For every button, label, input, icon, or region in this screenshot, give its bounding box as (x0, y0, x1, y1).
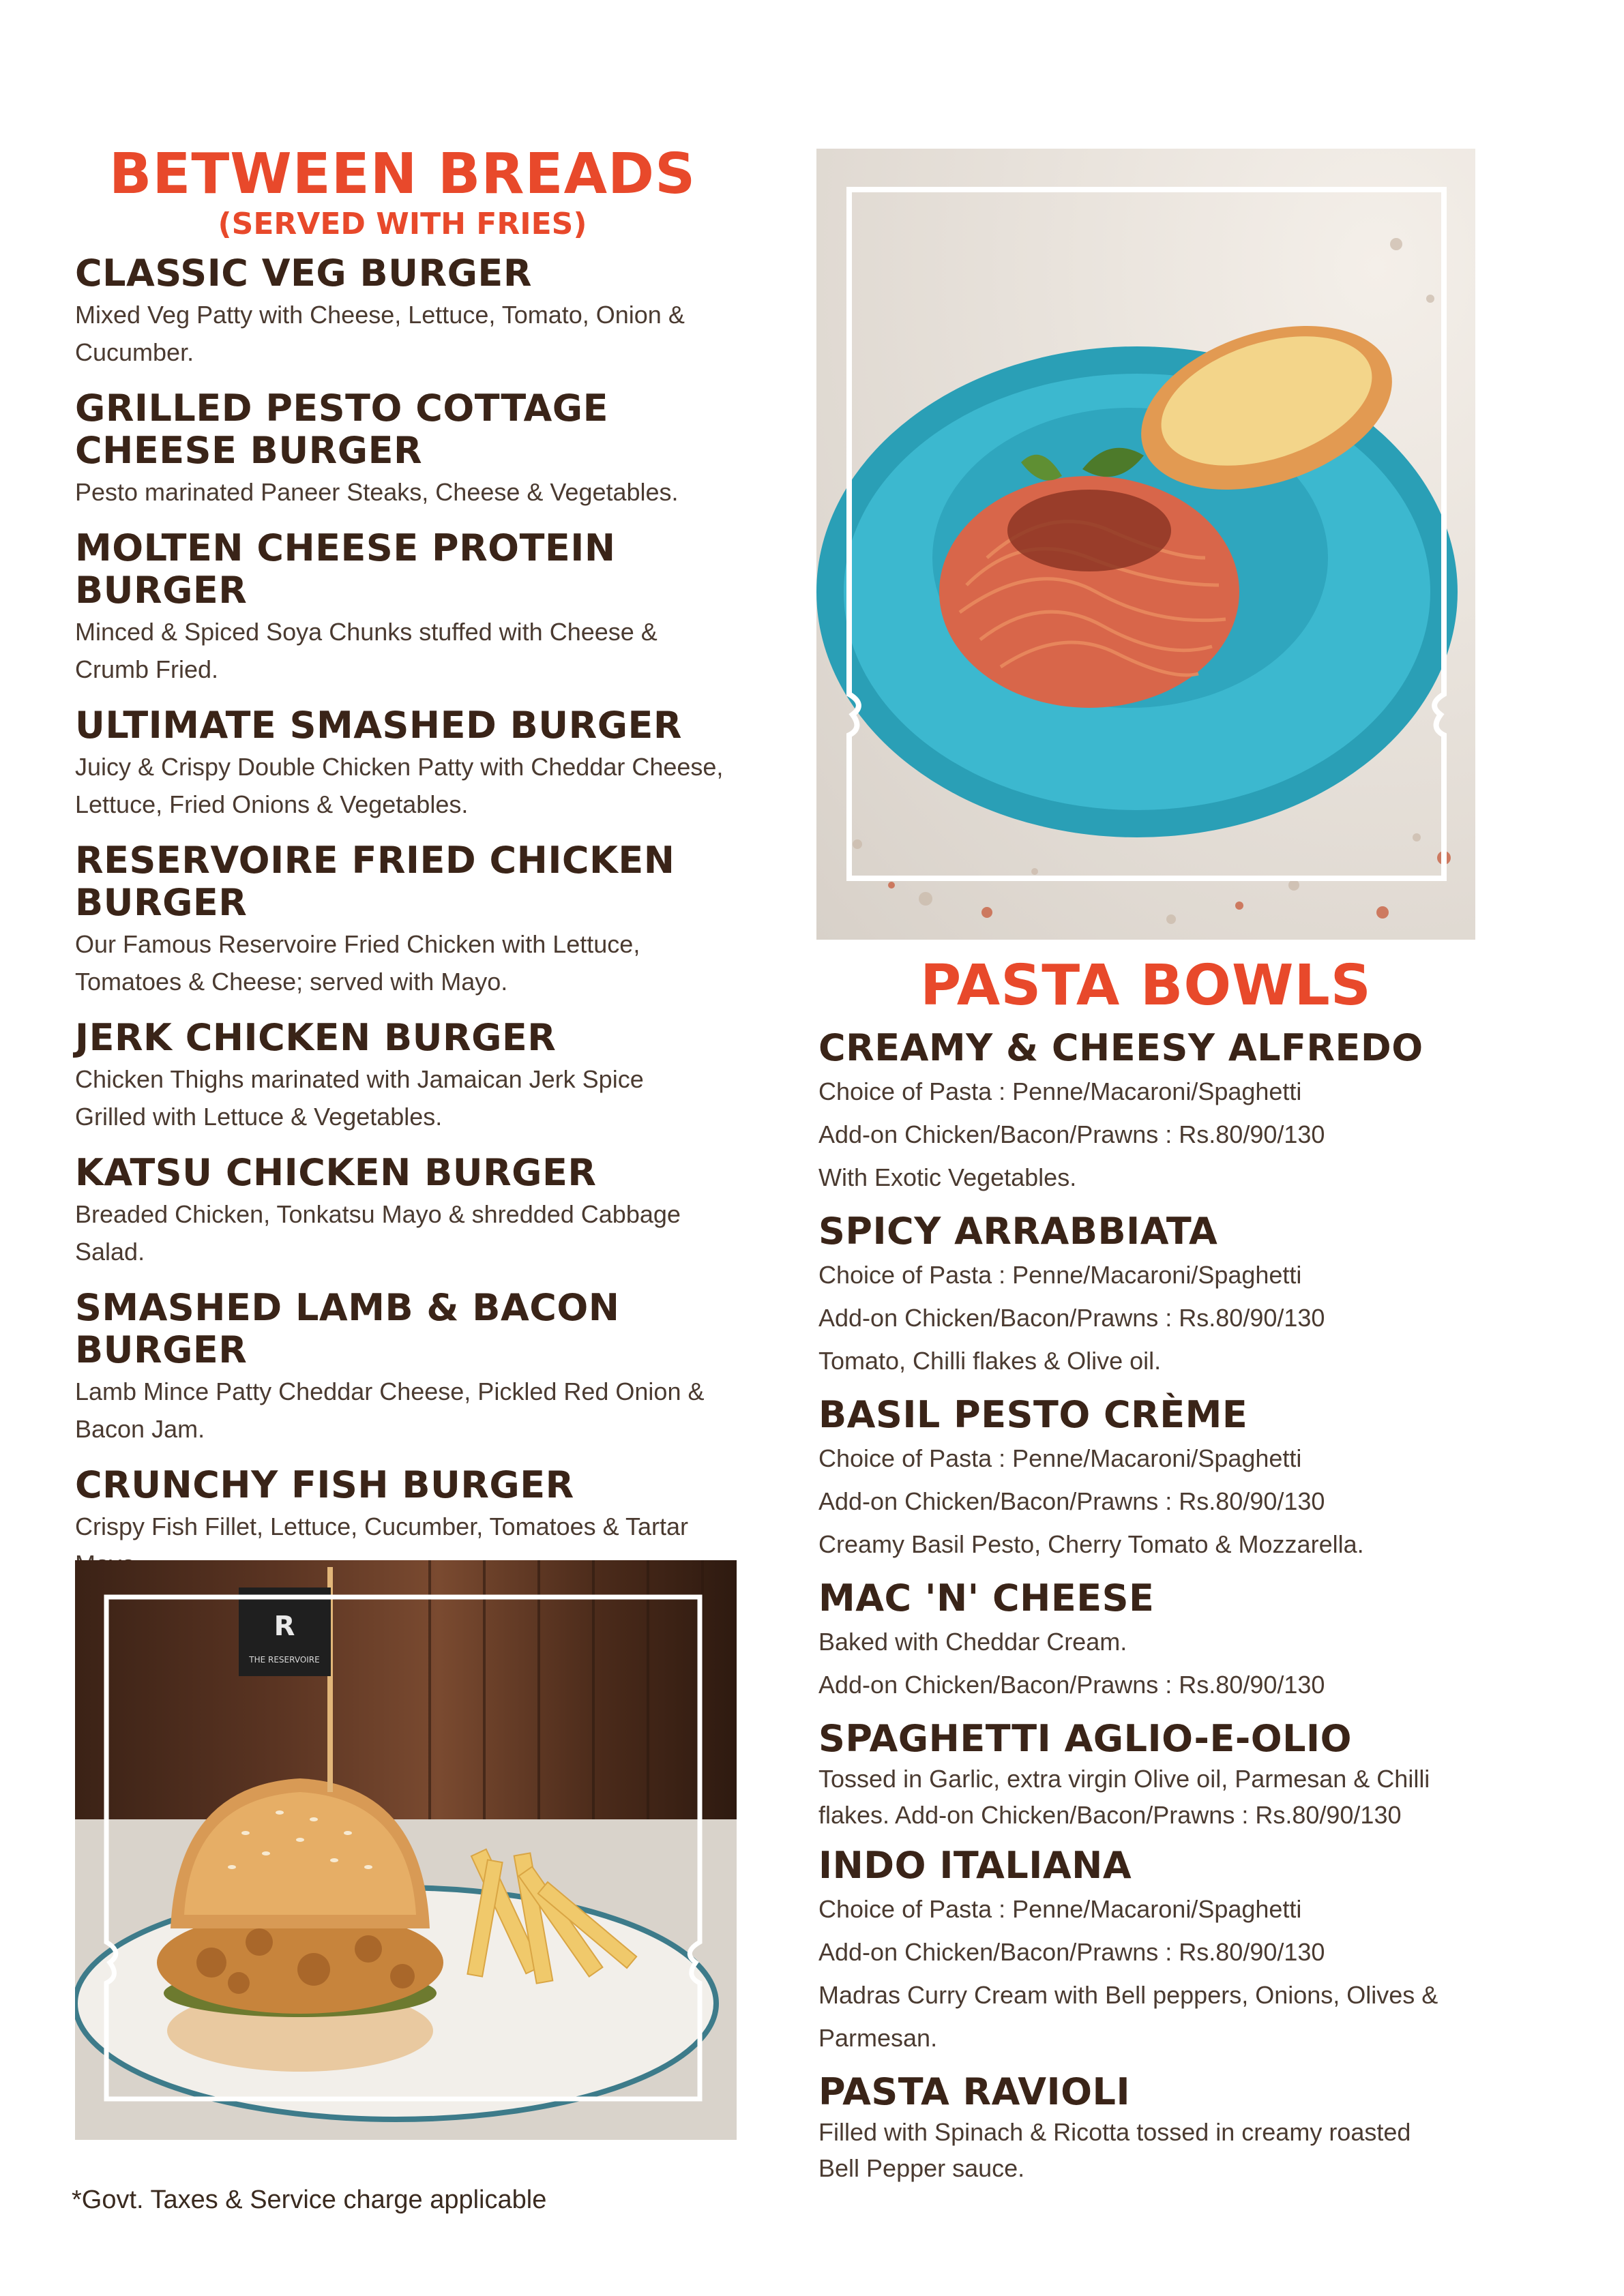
menu-item-name: KATSU CHICKEN BURGER (75, 1151, 597, 1194)
menu-item-description: With Exotic Vegetables. (818, 1163, 1077, 1191)
menu-item (818, 1394, 1473, 1565)
menu-item-description: Mixed Veg Patty with Cheese, Lettuce, Tomato, Onion & (75, 301, 685, 329)
menu-item-description: Pesto marinated Paneer Steaks, Cheese & Vegetables. (75, 478, 679, 506)
menu-item-description: Juicy & Crispy Double Chicken Patty with Cheddar Cheese, (75, 753, 724, 781)
menu-item-description: Baked with Cheddar Cream. (818, 1628, 1127, 1656)
between-breads-section (75, 143, 730, 1599)
section-title: PASTA BOWLS (920, 953, 1372, 1018)
menu-item (75, 387, 730, 509)
menu-item-description: Add-on Chicken/Bacon/Prawns : Rs.80/90/130 (818, 1938, 1325, 1966)
menu-item-description: Minced & Spiced Soya Chunks stuffed with Cheese & (75, 618, 658, 646)
menu-item (75, 704, 730, 822)
menu-item-description: Parmesan. (818, 2024, 938, 2052)
menu-item-description: Tomato, Chilli flakes & Olive oil. (818, 1347, 1162, 1375)
menu-item (75, 527, 730, 687)
menu-item-description: Bell Pepper sauce. (818, 2154, 1025, 2182)
menu-item-description: Cucumber. (75, 338, 194, 366)
menu-item-name: CRUNCHY FISH BURGER (75, 1463, 574, 1506)
pasta-bowls-section (818, 955, 1473, 2198)
menu-item (818, 1845, 1473, 2059)
menu-item (818, 1718, 1473, 1832)
menu-items (75, 252, 730, 1581)
menu-item-description: Choice of Pasta : Penne/Macaroni/Spaghetti (818, 1444, 1302, 1472)
menu-item-description: Add-on Chicken/Bacon/Prawns : Rs.80/90/130 (818, 1120, 1325, 1148)
menu-item-description: Add-on Chicken/Bacon/Prawns : Rs.80/90/130 (818, 1487, 1325, 1515)
menu-item (75, 1287, 730, 1446)
menu-item (818, 1027, 1473, 1198)
menu-item-name: BASIL PESTO CRÈME (818, 1393, 1248, 1436)
menu-item-description: Filled with Spinach & Ricotta tossed in creamy roasted (818, 2118, 1411, 2146)
svg-text:R: R (274, 1611, 295, 1642)
menu-item-name: SPICY ARRABBIATA (818, 1210, 1218, 1253)
menu-item-name: JERK CHICKEN BURGER (75, 1016, 557, 1059)
menu-item (75, 252, 730, 370)
menu-item-description: Lettuce, Fried Onions & Vegetables. (75, 790, 469, 818)
menu-item-name: MOLTEN CHEESE PROTEIN BURGER (75, 526, 616, 612)
menu-item (818, 1210, 1473, 1382)
menu-item-name: CLASSIC VEG BURGER (75, 252, 532, 295)
section-title: BETWEEN BREADS (108, 142, 696, 207)
menu-item-description: Salad. (75, 1238, 145, 1266)
menu-item-description: Tossed in Garlic, extra virgin Olive oil, Parmesan & Chilli (818, 1765, 1430, 1793)
menu-item-description: Choice of Pasta : Penne/Macaroni/Spaghetti (818, 1895, 1302, 1923)
menu-item-description: Tomatoes & Cheese; served with Mayo. (75, 968, 508, 996)
menu-item-description: Lamb Mince Patty Cheddar Cheese, Pickled Red Onion & (75, 1377, 705, 1405)
menu-item-name: ULTIMATE SMASHED BURGER (75, 704, 683, 747)
menu-item (818, 1577, 1473, 1705)
menu-item-description: Choice of Pasta : Penne/Macaroni/Spaghetti (818, 1261, 1302, 1289)
menu-item-description: Crumb Fried. (75, 655, 219, 683)
menu-item-description: flakes. Add-on Chicken/Bacon/Prawns : Rs.80/90/130 (818, 1801, 1402, 1829)
pasta-dish-photo (816, 149, 1475, 940)
menu-item-name: PASTA RAVIOLI (818, 2070, 1131, 2113)
flag-text: THE RESERVOIRE (249, 1655, 320, 1665)
menu-item-description: Our Famous Reservoire Fried Chicken with Lettuce, (75, 930, 640, 958)
menu-item-name: SPAGHETTI AGLIO-E-OLIO (818, 1717, 1353, 1760)
menu-item-name: CREAMY & CHEESY ALFREDO (818, 1026, 1423, 1069)
menu-items (818, 1027, 1473, 2186)
menu-item-description: Crispy Fish Fillet, Lettuce, Cucumber, Tomatoes & Tartar (75, 1512, 689, 1540)
menu-item-description: Add-on Chicken/Bacon/Prawns : Rs.80/90/130 (818, 1671, 1325, 1699)
menu-item-description: Add-on Chicken/Bacon/Prawns : Rs.80/90/130 (818, 1304, 1325, 1332)
menu-item-name: INDO ITALIANA (818, 1844, 1132, 1887)
burger-photo (75, 1560, 737, 2140)
menu-item-description: Creamy Basil Pesto, Cherry Tomato & Mozzarella. (818, 1530, 1364, 1558)
menu-item-description: Grilled with Lettuce & Vegetables. (75, 1103, 443, 1131)
menu-item-name: GRILLED PESTO COTTAGE CHEESE BURGER (75, 387, 608, 472)
menu-item (75, 839, 730, 999)
menu-item (75, 1152, 730, 1269)
menu-item (75, 1017, 730, 1134)
menu-item (818, 2071, 1473, 2186)
footer-note: *Govt. Taxes & Service charge applicable (72, 2186, 547, 2214)
menu-item-name: RESERVOIRE FRIED CHICKEN BURGER (75, 839, 675, 924)
menu-item-description: Chicken Thighs marinated with Jamaican Jerk Spice (75, 1065, 644, 1093)
section-subtitle: (SERVED WITH FRIES) (218, 207, 587, 241)
menu-item-name: MAC 'N' CHEESE (818, 1577, 1155, 1620)
menu-item-description: Choice of Pasta : Penne/Macaroni/Spaghetti (818, 1077, 1302, 1105)
menu-item-name: SMASHED LAMB & BACON BURGER (75, 1286, 620, 1371)
menu-item-description: Bacon Jam. (75, 1415, 205, 1443)
menu-item-description: Madras Curry Cream with Bell peppers, Onions, Olives & (818, 1981, 1438, 2009)
menu-item-description: Breaded Chicken, Tonkatsu Mayo & shredded Cabbage (75, 1200, 681, 1228)
